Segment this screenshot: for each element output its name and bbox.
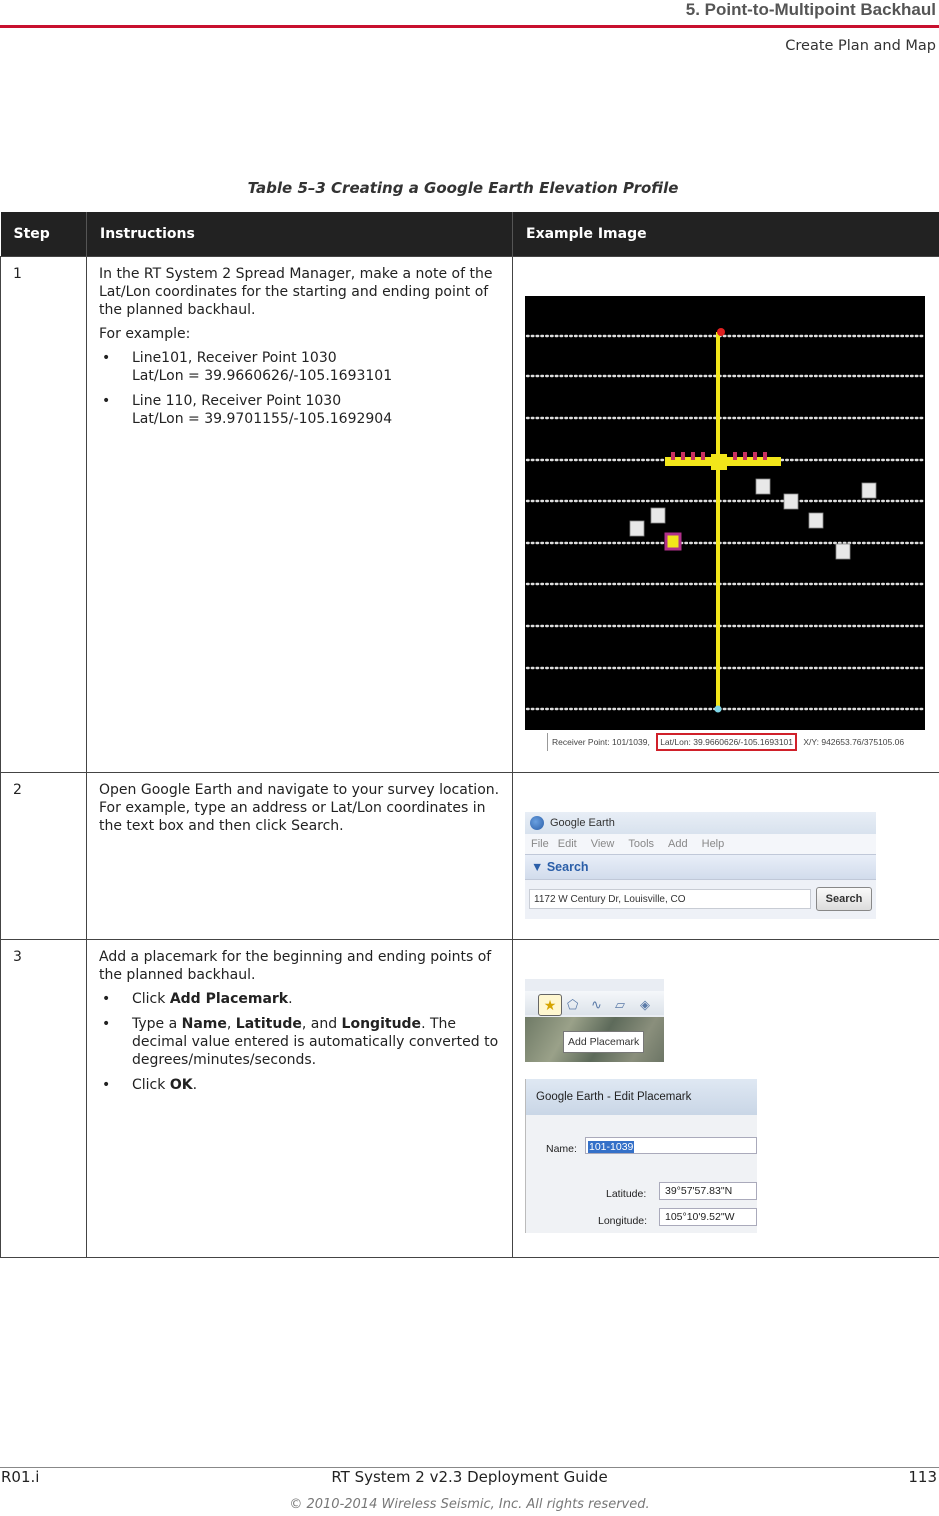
path-icon[interactable]: ∿ xyxy=(591,997,602,1012)
ge-titlebar xyxy=(525,812,876,834)
bullet-list xyxy=(99,349,500,428)
step-number: 2 xyxy=(1,773,87,940)
tour-icon[interactable]: ◈ xyxy=(640,997,650,1012)
instruction-text: Open Google Earth and navigate to your survey location. For example, type an address or Lat/Lon coordinates in the text box and then click Search. xyxy=(99,782,500,834)
search-panel-header[interactable]: ▼ Search xyxy=(525,854,876,880)
list-item: • Type a Name, Latitude, and Longitude. The decimal value entered is automatically converted to degrees/minutes/seconds. xyxy=(102,1016,499,1068)
receiver-point-readout: Receiver Point: 101/1039, xyxy=(552,737,650,747)
menu-edit[interactable]: Edit xyxy=(557,838,577,850)
star-icon: ★ xyxy=(543,997,557,1013)
longitude-input[interactable]: 105°10'9.52"W xyxy=(659,1208,757,1226)
search-input[interactable]: 1172 W Century Dr, Louisville, CO xyxy=(529,889,811,909)
menu-view[interactable]: View xyxy=(590,838,615,850)
search-button[interactable]: Search xyxy=(816,887,872,911)
spread-manager-screenshot xyxy=(525,296,925,753)
edit-placemark-dialog-screenshot xyxy=(525,1079,757,1233)
column-header-step: Step xyxy=(1,212,87,257)
example-image-cell xyxy=(513,773,939,940)
list-item: • Click OK. xyxy=(102,1077,198,1093)
example-image-cell xyxy=(513,257,939,773)
menu-tools[interactable]: Tools xyxy=(628,838,655,850)
steps-table xyxy=(0,212,939,1258)
column-header-example: Example Image xyxy=(513,212,939,257)
instruction-text: In the RT System 2 Spread Manager, make a note of the Lat/Lon coordinates for the starting and ending point of the planned backhaul. xyxy=(99,266,493,318)
footer-doc-title: RT System 2 v2.3 Deployment Guide xyxy=(331,1468,608,1486)
instructions-cell xyxy=(87,773,513,940)
polygon-icon[interactable]: ⬠ xyxy=(567,997,579,1012)
footer-copyright: © 2010-2014 Wireless Seismic, Inc. All rights reserved. xyxy=(289,1497,650,1512)
list-item: • Click Add Placemark. xyxy=(102,991,293,1007)
table-row xyxy=(1,940,939,1258)
xy-readout: X/Y: 942653.76/375105.06 xyxy=(803,737,905,747)
example-label: For example: xyxy=(99,326,191,342)
menu-help[interactable]: Help xyxy=(701,838,725,850)
instructions-cell xyxy=(87,257,513,773)
ge-menu-bar xyxy=(525,834,876,854)
menu-add[interactable]: Add xyxy=(668,838,688,850)
latlon-readout: Lat/Lon: 39.9660626/-105.1693101 xyxy=(656,733,797,751)
google-earth-logo-icon xyxy=(530,816,544,830)
add-placemark-button[interactable] xyxy=(538,994,562,1016)
footer-page-number: 113 xyxy=(908,1468,937,1486)
overlay-icon[interactable]: ▱ xyxy=(615,997,625,1012)
chapter-title: 5. Point-to-Multipoint Backhaul xyxy=(685,0,936,19)
latitude-label: Latitude: xyxy=(606,1188,647,1200)
example-image-cell xyxy=(513,940,939,1258)
instructions-cell xyxy=(87,940,513,1258)
table-row xyxy=(1,257,939,773)
spread-map-graphic xyxy=(525,296,925,730)
google-earth-search-screenshot xyxy=(525,812,876,919)
footer-revision: R01.i xyxy=(1,1468,40,1486)
add-placemark-toolbar-screenshot xyxy=(525,979,664,1062)
name-input-value: 101-1039 xyxy=(589,1141,634,1153)
table-caption: Table 5–3 Creating a Google Earth Elevation Profile xyxy=(247,179,679,197)
instruction-text: Add a placemark for the beginning and ending points of the planned backhaul. xyxy=(99,949,492,983)
name-input[interactable] xyxy=(585,1137,757,1154)
menu-file[interactable]: File xyxy=(531,838,549,850)
list-item: • Line 110, Receiver Point 1030 Lat/Lon = 39.9701155/-105.1692904 xyxy=(102,393,393,427)
bullet-list xyxy=(99,990,500,1094)
table-row xyxy=(1,773,939,940)
add-placemark-tooltip: Add Placemark xyxy=(563,1031,644,1053)
section-title: Create Plan and Map xyxy=(785,38,936,54)
longitude-label: Longitude: xyxy=(598,1215,648,1227)
dialog-titlebar: Google Earth - Edit Placemark xyxy=(526,1079,757,1115)
latitude-input[interactable]: 39°57'57.83"N xyxy=(659,1182,757,1200)
column-header-instructions: Instructions xyxy=(87,212,513,257)
ge-window-title: Google Earth xyxy=(550,817,615,829)
header-rule xyxy=(0,25,939,28)
step-number: 3 xyxy=(1,940,87,1258)
step-number: 1 xyxy=(1,257,87,773)
name-label: Name: xyxy=(546,1143,577,1155)
table-header-row xyxy=(1,212,939,257)
spread-status-bar xyxy=(547,733,926,751)
list-item: • Line101, Receiver Point 1030 Lat/Lon = 39.9660626/-105.1693101 xyxy=(102,350,393,384)
